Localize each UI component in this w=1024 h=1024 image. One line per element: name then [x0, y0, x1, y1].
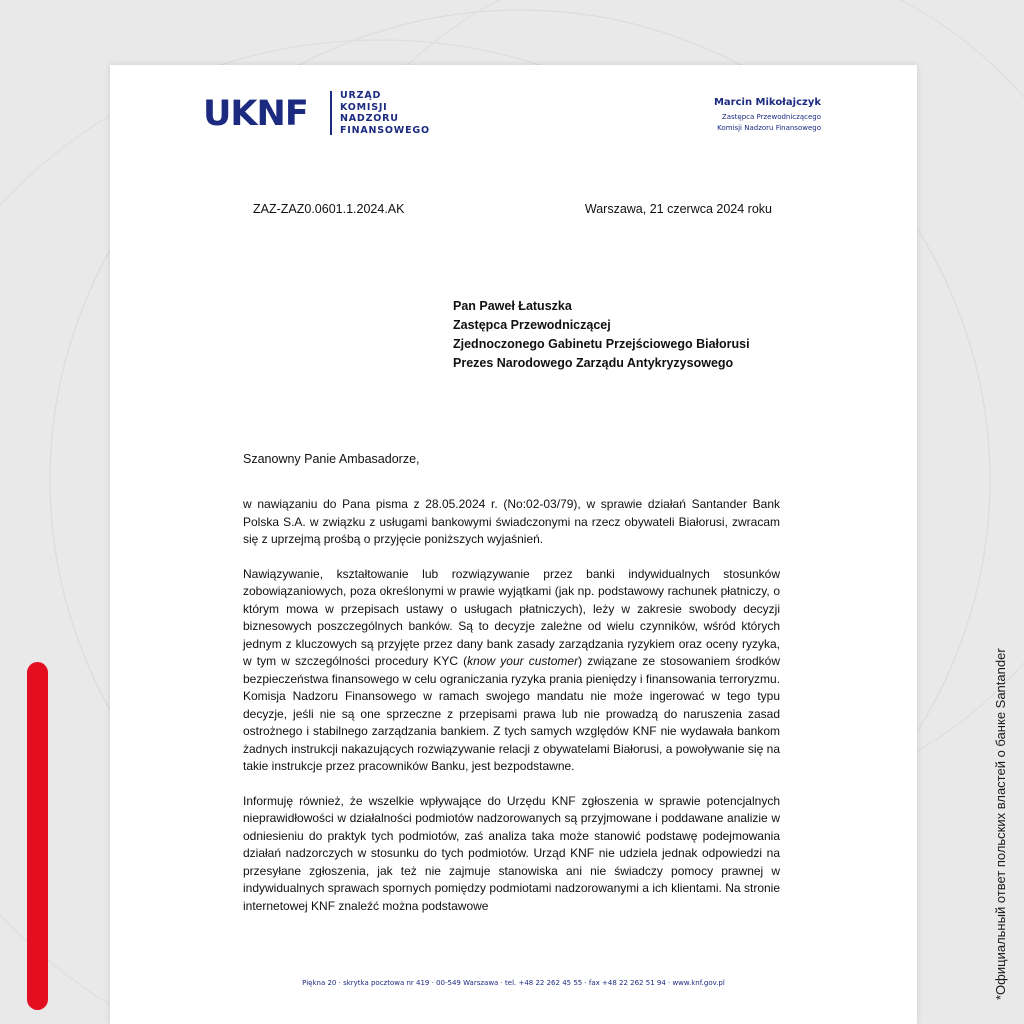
- recipient-line: Zastępca Przewodniczącej: [453, 318, 611, 332]
- logo-divider: [330, 91, 332, 135]
- logo-subtitle: URZĄD KOMISJI NADZORU FINANSOWEGO: [340, 90, 430, 136]
- signatory-role: Zastępca Przewodniczącego Komisji Nadzoru Finansowego: [717, 113, 821, 132]
- italic-term: know your customer: [467, 654, 579, 668]
- recipient-line: Zjednoczonego Gabinetu Przejściowego Białorusi: [453, 337, 750, 351]
- paragraph: Nawiązywanie, kształtowanie lub rozwiązywanie przez banki indywidualnych stosunków zobowiązaniowych, poza określonymi w prawie wyjątkami (jak np. podstawowy rachunek płatniczy, o którym mowa w przepisach ustawy o usługach płatniczych), leży w zakresie swobody decyzji biznesowych poszczególnych banków. Są to decyzje zależne od wielu czynników, wśród których jednym z kluczowych są przyjęte przez dany bank zasady zarządzania ryzykiem oraz oceny ryzyka, w tym w szczególności procedury KYC (know your customer) związane ze stosowaniem środków bezpieczeństwa finansowego w celu ograniczania ryzyka prania pieniędzy i finansowania terroryzmu. Komisja Nadzoru Finansowego w ramach swojego mandatu nie może ingerować w tego typu decyzje, jeśli nie są one sprzeczne z przepisami prawa lub nie prowadzą do naruszenia zasad ostrożnego i stabilnego zarządzania bankiem. Z tych samych względów KNF nie wydawała bankom żadnych instrukcji nakazujących rozwiązywanie relacji z obywatelami Białorusi, a powoływanie się na takie instrukcje przez pracowników Banku, jest bezpodstawne.: [243, 566, 780, 773]
- paragraph: w nawiązaniu do Pana pisma z 28.05.2024 r. (No:02-03/79), w sprawie działań Santander Bank Polska S.A. w związku z usługami bankowymi świadczonymi na rzecz obywateli Białorusi, zwracam się z uprzejmą prośbą o przyjęcie poniższych wyjaśnień.: [243, 497, 780, 546]
- logo-wordmark: UKNF: [203, 94, 308, 134]
- signatory-name: Marcin Mikołajczyk: [713, 97, 821, 108]
- recipient-block: [453, 297, 750, 373]
- letter-footer: Piękna 20 · skrytka pocztowa nr 419 · 00-549 Warszawa · tel. +48 22 262 45 55 · fax +48 22 262 51 94 · www.knf.gov.pl: [302, 979, 725, 987]
- place-date: Warszawa, 21 czerwca 2024 roku: [584, 202, 772, 216]
- accent-bar: [27, 662, 48, 1010]
- reference-number: ZAZ-ZAZ0.0601.1.2024.AK: [253, 202, 405, 216]
- side-caption: *Официальный ответ польских властей о банке Santander: [993, 648, 1008, 1000]
- signatory-block: [714, 96, 821, 134]
- paragraph: Informuję również, że wszelkie wpływające do Urzędu KNF zgłoszenia w sprawie potencjalnych nieprawidłowości w działalności podmiotów nadzorowanych są przyjmowane i poddawane analizie w odniesieniu do praktyk tych podmiotów, zaś analiza taka może stanowić podstawę podejmowania działań nadzorczych w stosunku do tych podmiotów. Urząd KNF nie udziela jednak odpowiedzi na przesyłane zgłoszenia, jak też nie zajmuje stanowiska ani nie świadczy pomocy prawnej w indywidualnych sprawach spornych pomiędzy podmiotami nadzorowanymi a ich klientami. Na stronie internetowej KNF znaleźć można podstawowe: [243, 793, 780, 913]
- letter-body: [243, 496, 780, 932]
- recipient-line: Pan Paweł Łatuszka: [453, 299, 572, 313]
- recipient-line: Prezes Narodowego Zarządu Antykryzysowego: [453, 356, 734, 370]
- letter-page: [110, 65, 917, 1024]
- salutation: Szanowny Panie Ambasadorze,: [243, 452, 420, 466]
